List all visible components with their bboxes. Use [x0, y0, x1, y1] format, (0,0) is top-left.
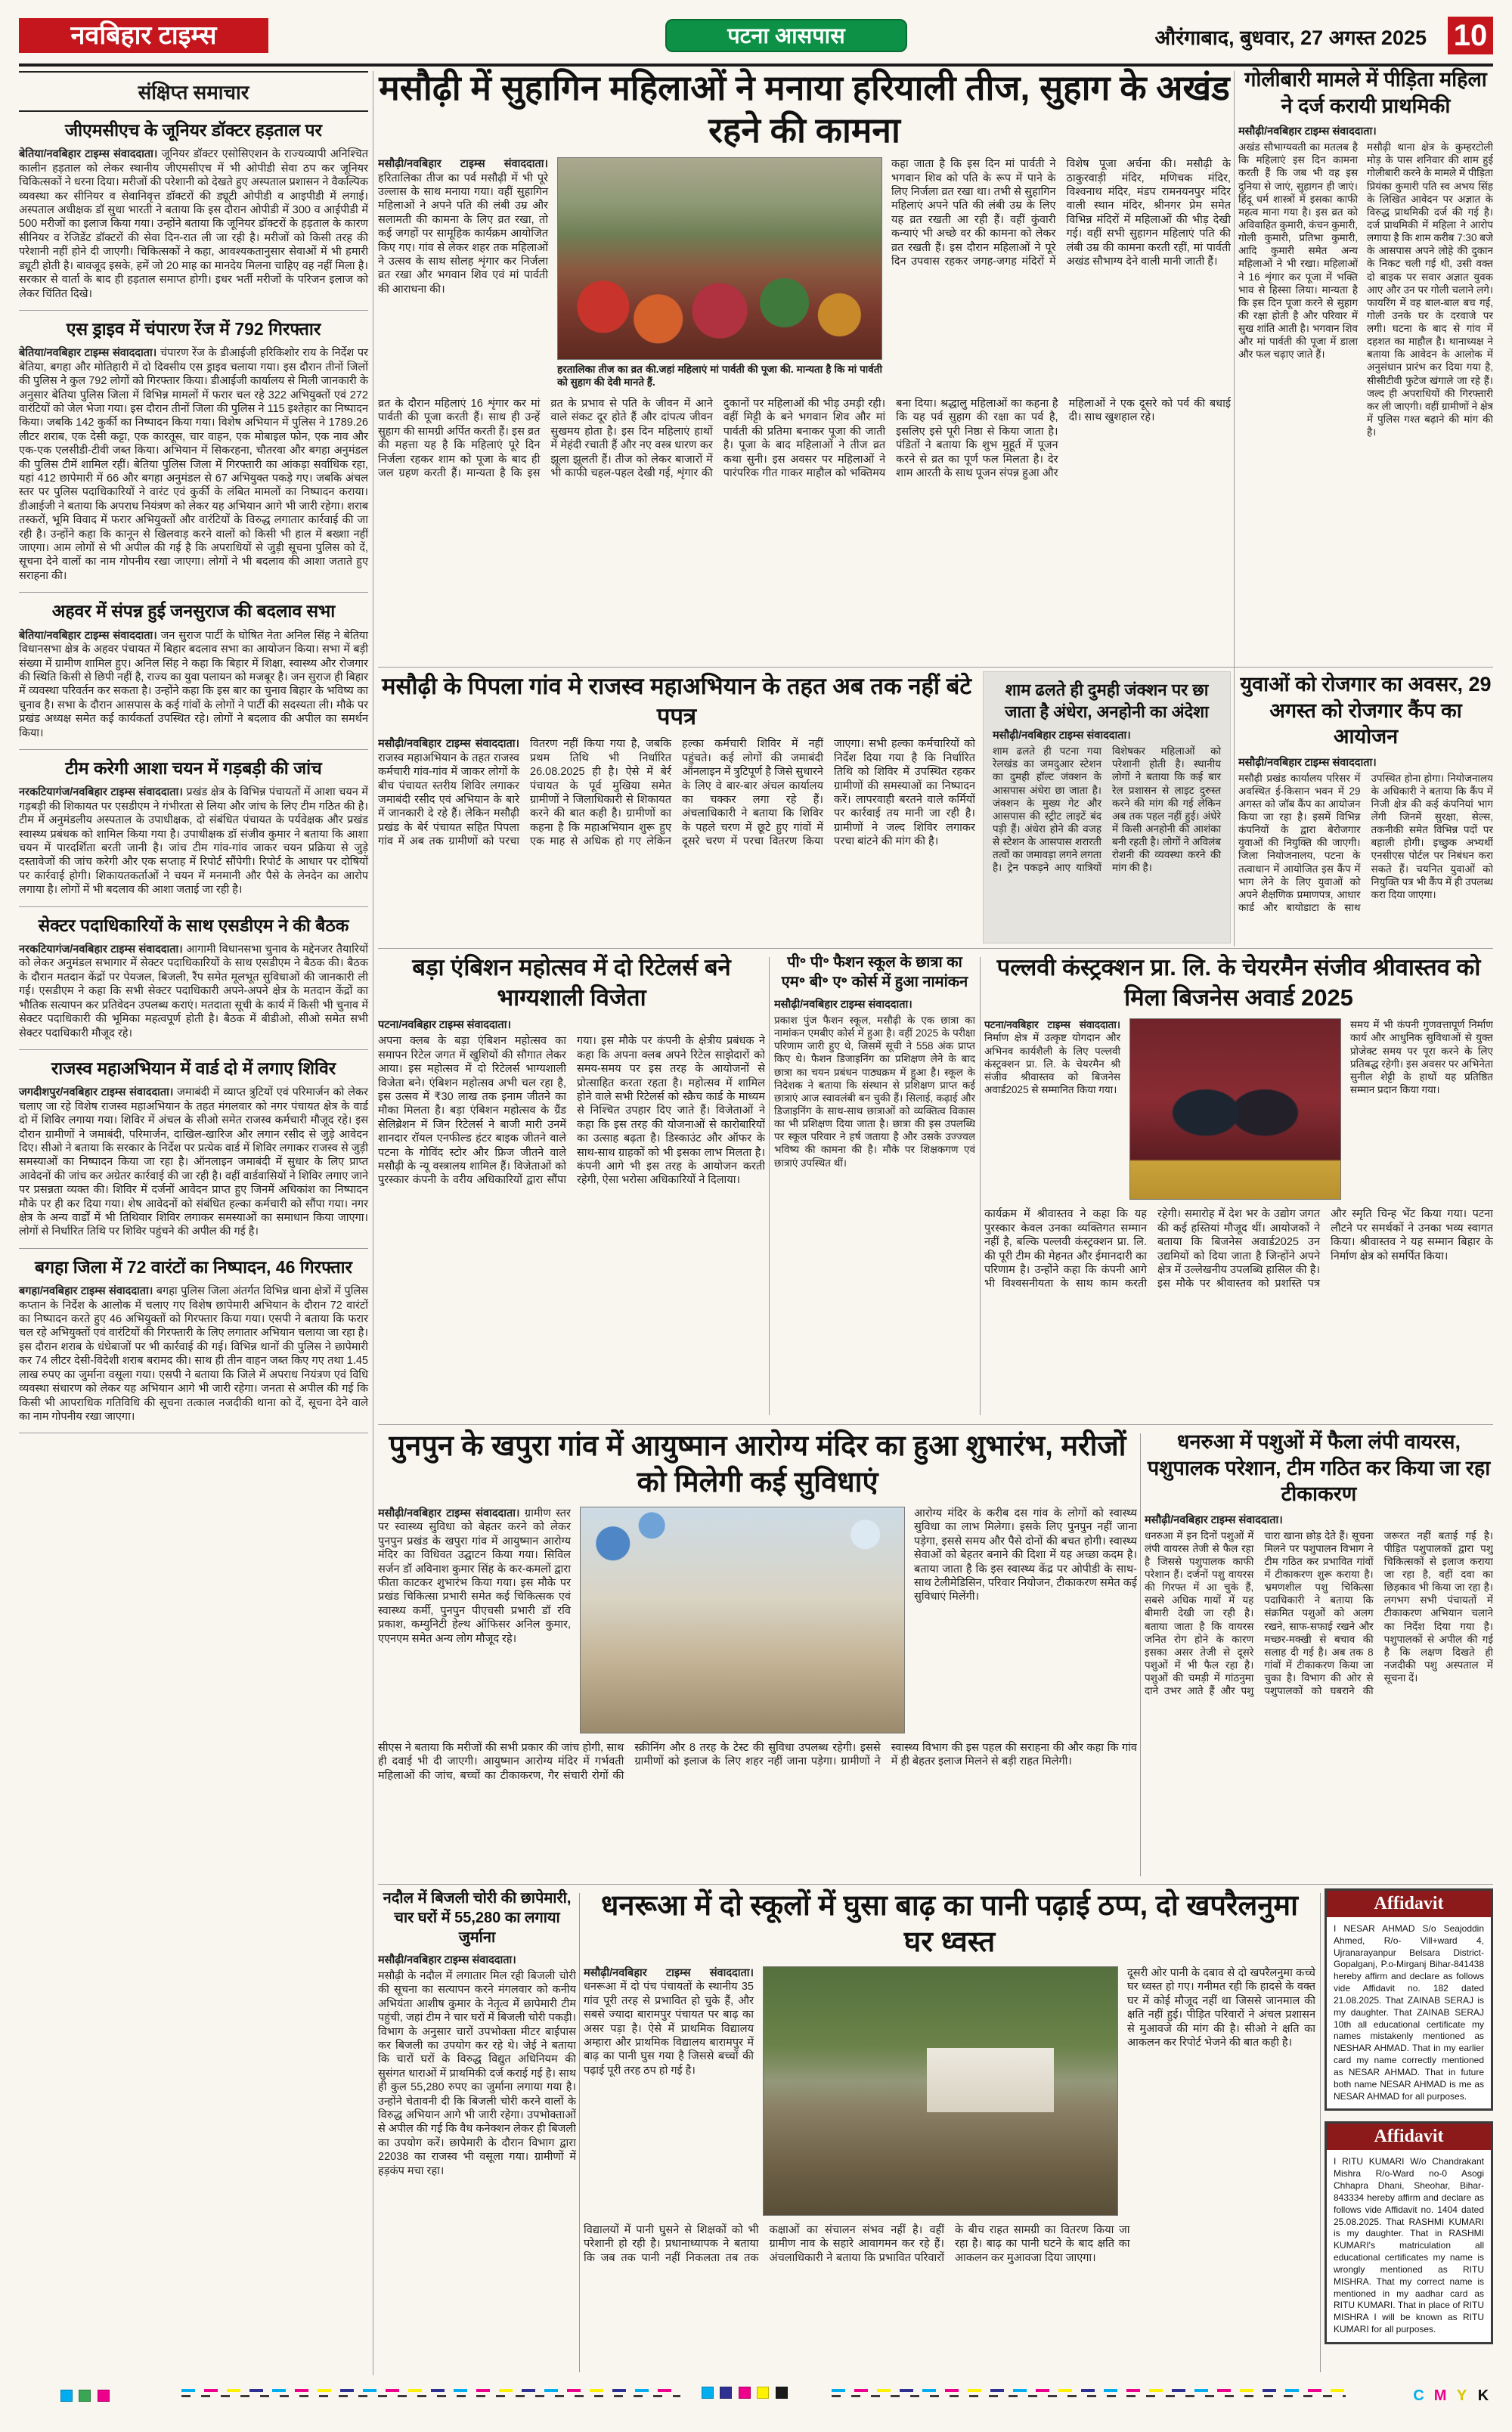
brief-headline: बगहा जिला में 72 वारंटों का निष्पादन, 46 गिरफ्तार [35, 1256, 352, 1277]
byline: मसौढ़ी/नवबिहार टाइम्स संवाददाता। [1238, 756, 1377, 769]
article-fashion-school [774, 953, 975, 1418]
article-body: विद्यालयों में पानी घुसने से शिक्षकों को भी परेशानी हो रही है। प्रधानाध्यापक ने बताया कि जब तक पानी नहीं निकलता तब तक कक्षाओं का संचालन संभव नहीं है। वहीं ग्रामीण नाव के सहारे आवागमन कर रहे हैं। अंचलाधिकारी ने बताया कि प्रभावित परिवारों के बीच राहत सामग्री का वितरण किया जा रहा है। बाढ़ का पानी घटने के बाद क्षति का आकलन कर मुआवजा दिया जाएगा। [584, 2224, 1130, 2264]
magenta-patch [739, 2387, 751, 2399]
article-teej [378, 67, 1231, 664]
cmyk-letters [1408, 2387, 1491, 2405]
article-pallavi-award [984, 953, 1493, 1418]
magenta-letter: M [1433, 2387, 1447, 2404]
dateline: औरंगाबाद, बुधवार, 27 अगस्त 2025 [1154, 26, 1427, 49]
brief-jansuraj-sabha [19, 593, 368, 750]
article-dumhi-darkness [983, 671, 1231, 943]
brief-body: बेतिया/नवबिहार टाइम्स संवाददाता। जन सुराज पार्टी के घोषित नेता अनिल सिंह ने बेतिया विधानसभा क्षेत्र के अहवर पंचायत में बिहार बदलाव सभा का आयोजन किया। सभा में बड़ी संख्या में ग्रामीण शामिल हुए। अनिल सिंह ने कहा कि बिहार में शिक्षा, स्वास्थ्य और रोजगार की स्थिति किसी से छिपी नहीं है, राज्य का युवा पलायन को मजबूर है। जन सुराज ही बिहार में व्यवस्था परिवर्तन कर सकता है। उन्होंने कहा कि इस बार का चुनाव बिहार के भविष्य का चुनाव है। सभा के दौरान आसपास के कई गांवों के लोगों ने पार्टी की सदस्यता ली। मौके पर प्रखंड अध्यक्ष समेत कई कार्यकर्ता उपस्थित रहे। लोगों ने बदलाव की अपील का समर्थन किया। [19, 629, 368, 739]
article-body: मसौढ़ी प्रखंड कार्यालय परिसर में अवस्थित ई-किसान भवन में 29 अगस्त को जॉब कैंप का आयोजन किया जा रहा है। इसमें विभिन्न कंपनियों के द्वारा बेरोजगार युवाओं की नियुक्ति की जाएगी। जिला नियोजनालय, पटना के तत्वाधान में आयोजित इस कैंप में भाग लेने के लिए युवाओं को अपने शैक्षणिक प्रमाणपत्र, आधार कार्ड और बायोडाटा के साथ उपस्थित होना होगा। नियोजनालय के अधिकारी ने बताया कि कैंप में निजी क्षेत्र की कई कंपनियां भाग लेंगी जिनमें सुरक्षा, सेल्स, तकनीकी समेत विभिन्न पदों पर बहाली होगी। इच्छुक अभ्यर्थी एनसीएस पोर्टल पर निबंधन करा सकते हैं। चयनित युवाओं को नियुक्ति पत्र भी कैंप में ही उपलब्ध करा दिया जाएगा। [1238, 772, 1493, 914]
brief-bagaha-warrants [19, 1249, 368, 1434]
article-pipla-parcha [378, 671, 975, 943]
cyan-patch [60, 2390, 73, 2402]
article-body: मसौढ़ी थाना क्षेत्र के कुम्हरटोली मोड़ के पास शनिवार की शाम हुई गोलीबारी करने के मामले में पीड़िता प्रियंका कुमारी पति स्व अभय सिंह के लिखित आवेदन पर अज्ञात के विरुद्ध प्राथमिकी दर्ज की गई है। दर्ज प्राथमिकी में महिला ने आरोप लगाया है कि शाम करीब 7:30 बजे के आसपास अपने लोहे की दुकान के निकट चली गई थी, उसी वक्त दो बाइक पर सवार अज्ञात युवक आए और उन पर गोली चलाने लगे। फायरिंग में वह बाल-बाल बच गई, गोली उनके घर के दरवाजे पर लगी। घटना के बाद से गांव में दहशत का माहौल है। थानाध्यक्ष ने बताया कि आवेदन के आलोक में अनुसंधान प्रारंभ कर दिया गया है, सीसीटीवी फुटेज खंगाले जा रहे हैं। जल्द ही अपराधियों की गिरफ्तारी कर ली जाएगी। वहीं ग्रामीणों ने क्षेत्र में पुलिस गश्त बढ़ाने की मांग की है। [1367, 141, 1493, 438]
article-body: शाम ढलते ही पटना गया रेलखंड का जमदुआर स्टेशन का दुमही हॉल्ट जंक्शन के आसपास अंधेरा छा जाता है। जंक्शन के मुख्य गेट और आसपास की स्ट्रीट लाइटें बंद पड़ी हैं। अंधेरा होने की वजह से स्टेशन के आसपास शरारती तत्वों का जमावड़ा लगने लगता है। ट्रेन पकड़ने आए यात्रियों विशेषकर महिलाओं को परेशानी होती है। स्थानीय लोगों ने बताया कि कई बार रेल प्रशासन से लाइट दुरुस्त करने की मांग की गई लेकिन अब तक पहल नहीं हुई। अंधेरे में किसी अनहोनी की आशंका बनी रहती है। लोगों ने अविलंब रोशनी की व्यवस्था करने की मांग की है। [993, 745, 1221, 874]
green-patch [79, 2390, 91, 2402]
award-ceremony-photo [1129, 1018, 1341, 1200]
byline: मसौढ़ी/नवबिहार टाइम्स संवाददाता। [774, 999, 912, 1011]
article-body: धनरुआ में इन दिनों पशुओं में लंपी वायरस तेजी से फैल रहा है जिससे पशुपालक काफी परेशान हैं। दर्जनों पशु वायरस की गिरफ्त में आ चुके हैं, सबसे अधिक गायों में यह बीमारी देखी जा रही है। बताया जाता है कि वायरस जनित रोग होने के कारण इसका असर तेजी से दूसरे पशुओं में भी फैल रहा है। पशुओं की चमड़ी में गांठनुमा दाने उभर आते हैं और पशु चारा खाना छोड़ देते हैं। सूचना मिलने पर पशुपालन विभाग ने टीम गठित कर प्रभावित गांवों में टीकाकरण शुरू कराया है। भ्रमणशील पशु चिकित्सा पदाधिकारी ने बताया कि संक्रमित पशुओं को अलग रखने, साफ-सफाई रखने और मच्छर-मक्खी से बचाव की सलाह दी गई है। अब तक 8 गांवों में टीकाकरण किया जा चुका है। विभाग की ओर से पशुपालकों को घबराने की जरूरत नहीं बताई गई है। पीड़ित पशुपालकों द्वारा पशु चिकित्सकों से इलाज कराया जा रहा है, वहीं दवा का छिड़काव भी किया जा रहा है। लगभग सभी पंचायतों में टीकाकरण अभियान चलाने का निर्देश दिया गया है। पशुपालकों से अपील की गई है कि लक्षण दिखते ही नजदीकी पशु अस्पताल में सूचना दें। [1145, 1529, 1493, 1697]
yellow-patch [757, 2387, 769, 2399]
article-flood-schools [584, 1888, 1315, 2375]
article-body: मसौढ़ी/नवबिहार टाइम्स संवाददाता। धनरूआ में दो पंच पंचायतों के स्थानीय 35 गांव पूरी तरह से प्रभावित हो चुके हैं, और सबसे ज्यादा बारामपुर पंचायत पर बाढ़ का असर पड़ा है। ऐसे में प्राथमिक विद्यालय अम्हारा और प्राथमिक विद्यालय बारामपुर में बाढ़ का पानी घुस गया है जिससे बच्चों की पढ़ाई पूरी तरह ठप हो गई है। [584, 1967, 754, 2077]
row-divider [378, 667, 1493, 668]
corner-color-patches [60, 2389, 113, 2403]
article-body: प्रकाश पुंज फैशन स्कूल, मसौढ़ी के एक छात्रा का नामांकन एमबीए कोर्स में हुआ है। वहीं 2025 के परीक्षा परिणाम जारी हुए थे, जिसमें सूची ने 558 अंक प्राप्त किए थे। फैशन डिजाइनिंग का प्रशिक्षण लेने के बाद छात्रा का चयन प्रबंधन पाठ्यक्रम में हुआ है। स्कूल के निदेशक ने बताया कि संस्थान से प्रशिक्षण प्राप्त कई छात्राएं आज स्वावलंबी बन चुकी हैं। सिलाई, कढ़ाई और डिजाइनिंग के साथ-साथ छात्राओं को व्यक्तित्व विकास का भी प्रशिक्षण दिया जाता है। छात्रा की इस उपलब्धि पर स्कूल परिवार ने हर्ष जताया है और उसके उज्ज्वल भविष्य की कामना की है। मौके पर शिक्षकगण एवं छात्राएं उपस्थित थीं। [774, 1015, 975, 1169]
byline: पटना/नवबिहार टाइम्स संवाददाता। [378, 1019, 511, 1032]
affidavit-text: I RITU KUMARI W/o Chandrakant Mishra R/o-Ward no-0 Asogi Chhapra Dhani, Sheohar, Bihar- 843334 hereby affirm and declare as follows vide Affidavit no. 1404 dated 25.08.2025. That RASHMI KUMARI is my daughter. That in RASHMI KUMARI's matriculation all educational certificates my name is wrongly mentioned as RITU MISHRA. That my correct name is mentioned in my aadhar card as RITU KUMARI. That in place of RITU MISHRA I will be known as RITU KUMARI for all purposes. [1334, 2156, 1484, 2335]
affidavit-title: Affidavit [1327, 1891, 1491, 1917]
byline: मसौढ़ी/नवबिहार टाइम्स संवाददाता। [378, 1954, 516, 1966]
row-divider [378, 1884, 1493, 1885]
article-power-theft [378, 1888, 576, 2375]
brief-s-drive-arrests [19, 311, 368, 593]
headline: युवाओं को रोजगार का अवसर, 29 अगस्त को रोजगार कैंप का आयोजन [1240, 673, 1492, 748]
brief-headline: एस ड्राइव में चंपारण रेंज में 792 गिरफ्तार [66, 318, 321, 339]
black-letter: K [1477, 2387, 1489, 2404]
flood-row [584, 1966, 1315, 2216]
flood-water-photo [763, 1966, 1118, 2216]
row-divider [378, 1424, 1493, 1425]
brief-headline: अहवर में संपन्न हुई जनसुराज की बदलाव सभा [51, 601, 336, 621]
black-patch [776, 2387, 788, 2399]
column-divider [1140, 1433, 1141, 1876]
article-body: कहा जाता है कि इस दिन मां पार्वती ने भगवान शिव को पति के रूप में पाने के लिए निर्जला व्रत रखा था। तभी से सुहागिन महिलाएं अपने पति की लंबी उम्र के लिए यह व्रत रखती आ रही हैं। वहीं कुंवारी कन्याएं भी अच्छे वर की कामना को लेकर व्रत रखती हैं। इस दौरान महिलाओं ने पूरे दिन उपवास रहकर जगह-जगह मंदिरों में विशेष पूजा अर्चना की। मसौढ़ी के ठाकुरवाड़ी मंदिर, मणिचक मंदिर, विश्वनाथ मंदिर, मंडप रामनयनपुर मंदिर वाली स्थान मंदिर, श्रीनगर प्रेम समेत विभिन्न मंदिरों में महिलाओं की भीड़ देखी गई। वहीं सभी सुहागन महिलाएं पति की लंबी उम्र की कामना करती रहीं, मां पार्वती अखंड सौभाग्य देने वाली मानी जाती हैं। [891, 158, 1231, 268]
article-body: मसौढ़ी/नवबिहार टाइम्स संवाददाता। ग्रामीण स्तर पर स्वास्थ्य सुविधा को बेहतर करने को लेकर पुनपुन प्रखंड के खपुरा गांव में आयुष्मान आरोग्य मंदिर का विधिवत उद्घाटन किया गया। सिविल सर्जन डॉ अविनाश कुमार सिंह के कर-कमलों द्वारा फीता काटकर शुभारंभ किया गया। इस मौके पर प्रखंड चिकित्सा प्रभारी समेत कई चिकित्सक एवं स्वास्थ्य कर्मी, पुनपुन पीएचसी प्रभारी डॉ रवि प्रकाश, कम्युनिटी हेल्थ ऑफिसर अनिल कुमार, एएनएम समेत अन्य लोग मौजूद रहे। [378, 1507, 571, 1645]
brief-body: नरकटियागंज/नवबिहार टाइम्स संवाददाता। प्रखंड क्षेत्र के विभिन्न पंचायतों में आशा चयन में गड़बड़ी की शिकायत पर एसडीएम ने गंभीरता से लिया और जांच के लिए टीम गठित की है। टीम में अनुमंडलीय अस्पताल के उपाधीक्षक, दो संबंधित पंचायत के पर्यवेक्षक और प्रखंड स्वास्थ्य प्रबंधक को शामिल किया गया है। उपाधीक्षक डॉ संजीव कुमार ने बताया कि आशा चयन में पारदर्शिता बरती जानी है। जांच टीम गांव-गांव जाकर चयन प्रक्रिया से जुड़े दस्तावेजों की जांच करेगी और एक सप्ताह में रिपोर्ट सौंपेगी। रिपोर्ट के आधार पर दोषियों पर कार्रवाई होगी। शिकायतकर्ताओं ने चयन में मनमानी और पैसे के लेनदेन का आरोप लगाया है। लोगों में भी बदलाव की आशा जताई जा रही है। [19, 786, 368, 897]
teej-celebration-photo [557, 157, 882, 360]
article-body: पटना/नवबिहार टाइम्स संवाददाता। निर्माण क्षेत्र में उत्कृष्ट योगदान और अभिनव कार्यशैली के लिए पल्लवी कंस्ट्रक्शन प्रा. लि. के चेयरमैन श्री संजीव श्रीवास्तव को बिजनेस अवार्ड2025 से सम्मानित किया गया। [984, 1019, 1120, 1096]
brief-headline: राजस्व महाअभियान में वार्ड दो में लगाए शिविर [51, 1058, 336, 1078]
headline: पुनपुन के खपुरा गांव में आयुष्मान आरोग्य मंदिर का हुआ शुभारंभ, मरीजों को मिलेगी कई सुविधाएं [389, 1430, 1126, 1498]
teej-continuation: अखंड सौभाग्यवती का मतलब है कि महिलाएं इस दिन कामना करती हैं कि जब भी वह इस दुनिया से जाएं, सुहागन ही जाएं। हिंदू धर्म शास्त्रों में इसका काफी महत्व माना गया है। इस व्रत को अविवाहित कुमारी, कंचन कुमारी, गोली कुमारी, प्रतिभा कुमारी, आदि कुमारी समेत अन्य महिलाओं ने भी रखा। महिलाओं ने 16 शृंगार कर पूजा में भक्ति भाव से हिस्सा लिया। मान्यता है कि इस दिन पूजा करने से सुहाग की रक्षा होती है और परिवार में सुख शांति आती है। भगवान शिव और मां पार्वती की पूजा में डाला और फल चढ़ाए जाते हैं। [1238, 141, 1358, 361]
section-name: पटना आसपास [665, 19, 907, 52]
headline: गोलीबारी मामले में पीड़िता महिला ने दर्ज करायी प्राथमिकी [1244, 68, 1487, 117]
pallavi-row [984, 1018, 1493, 1200]
pallavi-figure [1129, 1018, 1341, 1200]
byline: मसौढ़ी/नवबिहार टाइम्स संवाददाता। [1238, 125, 1377, 138]
article-body: कार्यक्रम में श्रीवास्तव ने कहा कि यह पुरस्कार केवल उनका व्यक्तिगत सम्मान नहीं है, बल्कि पल्लवी कंस्ट्रक्शन प्रा. लि. की पूरी टीम की मेहनत और ईमानदारी का परिणाम है। उन्होंने कहा कि कंपनी आगे भी विश्वसनीयता के साथ काम करती रहेगी। समारोह में देश भर के उद्योग जगत की कई हस्तियां मौजूद थीं। आयोजकों ने बताया कि बिजनेस अवार्ड2025 उन उद्यमियों को दिया जाता है जिन्होंने अपने क्षेत्र में उल्लेखनीय उपलब्धि हासिल की है। इस मौके पर श्रीवास्तव को प्रशस्ति पत्र और स्मृति चिन्ह भेंट किया गया। पटना लौटने पर समर्थकों ने उनका भव्य स्वागत किया। श्रीवास्तव ने यह सम्मान बिहार के निर्माण क्षेत्र को समर्पित किया। [984, 1208, 1493, 1290]
brief-body: बेतिया/नवबिहार टाइम्स संवाददाता। चंपारण रेंज के डीआईजी हरिकिशोर राय के निर्देश पर बेतिया, बगहा और मोतिहारी में दो दिवसीय एस ड्राइव चलाया गया। इस दौरान तीनों जिलों की पुलिस ने कुल 792 लोगों को गिरफ्तार किया। डीआईजी कार्यालय से मिली जानकारी के अनुसार बेतिया पुलिस जिला में विभिन्न मामलों में फरार चल रहे 322 अभियुक्तों एवं 272 वारंटियों को जेल भेजा गया। इस दौरान तीनों जिला की पुलिस ने 115 इश्तेहार का निष्पादन किया। जबकि 142 कुर्की का निष्पादन किया गया। विशेष अभियान में पुलिस ने 1789.26 लीटर शराब, एक देसी कट्टा, एक कारतूस, चार वाहन, एक मोबाइल फोन, एक नाव और एक-एक एलसीडी-टीवी जब्त किया। अभियान में सिकरहना, चौतरवा और बगहा अनुमंडल की पुलिस टीमें शामिल रहीं। बेतिया पुलिस जिला में गिरफ्तारी का आंकड़ा सर्वाधिक रहा, यहां 412 छापेमारी में 66 और बगहा अनुमंडल से 67 अभियुक्त पकड़े गए। जबकि अंचल स्तर पर पुलिस पदाधिकारियों ने वारंट एवं कुर्की के लंबित मामलों का निष्पादन कराया। डीआईजी ने बताया कि अपराध नियंत्रण को लेकर यह अभियान आगे भी जारी रहेगा। शराब तस्करों, भूमि विवाद में फरार अभियुक्तों और वारंटियों के विरुद्ध लगातार कार्रवाई की जा रही है। उन्होंने कहा कि कानून से खिलवाड़ करने वालों को किसी भी हाल में बख्शा नहीं जाएगा। आम लोगों से भी अपील की गई है कि अपराधियों से जुड़ी सूचना पुलिस को दें, सूचना देने वालों का नाम गोपनीय रखा जाएगा। लोगों ने भी बदलाव की आशा जताते हुए सराहना की। [19, 347, 368, 582]
article-arogya-mandir [378, 1429, 1137, 1879]
briefs-column [19, 71, 368, 1433]
brief-body: नरकटियागंज/नवबिहार टाइम्स संवाददाता। आगामी विधानसभा चुनाव के मद्देनजर तैयारियों को लेकर अनुमंडल सभागार में सेक्टर पदाधिकारियों के साथ एसडीएम ने बैठक की। बैठक के दौरान मतदान केंद्रों पर पेयजल, बिजली, रैंप समेत मूलभूत सुविधाओं की जानकारी ली गई। एसडीएम ने कहा कि सभी सेक्टर पदाधिकारी अपने-अपने क्षेत्र के मतदान केंद्रों का भौतिक सत्यापन कर प्रतिवेदन उपलब्ध कराएं। मतदाता सूची के कार्य में किसी भी चुनाव में सेक्टर पदाधिकारी की भूमिका महत्वपूर्ण होती है। बैठक में बीडीओ, सीओ समेत सभी सेक्टर पदाधिकारी मौजूद रहे। [19, 943, 368, 1039]
arogya-figure [580, 1507, 905, 1733]
teej-photo-caption: हरतालिका तीज का व्रत की.जहां महिलाएं मां पार्वती की पूजा की. मान्यता है कि मां पार्वती को सुहाग की देवी मानते हैं. [557, 364, 882, 389]
brief-headline: जीएमसीएच के जूनियर डॉक्टर हड़ताल पर [65, 120, 322, 140]
article-body: मसौढ़ी/नवबिहार टाइम्स संवाददाता। राजस्व महाअभियान के तहत राजस्व कर्मचारी गांव-गांव में जाकर लोगों के बीच पंचायत स्तरीय शिविर लगाकर जमाबंदी रसीद एवं अभियान के बारे में जानकारी दे रहे हैं। लेकिन मसौढ़ी प्रखंड के बेर्र पंचायत सहित पिपला गांव में अब तक ग्रामीणों को परचा वितरण नहीं किया गया है, जबकि प्रथम तिथि भी निर्धारित 26.08.2025 ही है। ऐसे में बेर्र पंचायत के पूर्व मुखिया समेत ग्रामीणों ने जिलाधिकारी से शिकायत करने की बात कही है। ग्रामीणों का कहना है कि महाअभियान शुरू हुए एक माह से अधिक हो गए लेकिन हल्का कर्मचारी शिविर में नहीं पहुंचते। कई लोगों की जमाबंदी ऑनलाइन में त्रुटिपूर्ण है जिसे सुधारने के लिए वे बार-बार अंचल कार्यालय का चक्कर लगा रहे हैं। अंचलाधिकारी ने बताया कि शिविर के पहले चरण में छूटे हुए गांवों में दूसरे चरण में परचा वितरण किया जाएगा। सभी हल्का कर्मचारियों को निर्देश दिया गया है कि निर्धारित तिथि को शिविर में उपस्थित रहकर ग्रामीणों की समस्याओं का निष्पादन करें। लापरवाही बरतने वाले कर्मियों पर कार्रवाई तय मानी जा रही है। ग्रामीणों ने जल्द शिविर लगाकर परचा बांटने की मांग की है। [378, 738, 975, 848]
article-job-camp [1238, 671, 1493, 943]
headline: पी॰ पी॰ फैशन स्कूल के छात्रा का एम॰ बी॰ ए॰ कोर्स में हुआ नामांकन [781, 954, 968, 990]
registration-marks [0, 2383, 1512, 2416]
headline: पल्लवी कंस्ट्रक्शन प्रा. लि. के चेयरमैन संजीव श्रीवास्तव को मिला बिजनेस अवार्ड 2025 [996, 954, 1481, 1011]
brief-gmch-strike [19, 112, 368, 311]
headline: नदौल में बिजली चोरी की छापेमारी, चार घरों में 55,280 का लगाया जुर्माना [383, 1890, 572, 1946]
brief-body: जगदीशपुर/नवबिहार टाइम्स संवाददाता। जमाबंदी में व्याप्त त्रुटियों एवं परिमार्जन को लेकर चलाए जा रहे विशेष राजस्व महाअभियान के तहत मंगलवार को नगर पंचायत क्षेत्र के वार्ड दो में शिविर लगाया गया। शिविर में अंचल के सीओ समेत राजस्व कर्मचारी मौजूद रहे। इस दौरान ग्रामीणों ने जमाबंदी, परिमार्जन, दाखिल-खारिज और लगान रसीद से जुड़े आवेदन दिए। सीओ ने बताया कि सरकार के निर्देश पर प्रत्येक वार्ड में शिविर लगाकर राजस्व से जुड़ी समस्याओं का निष्पादन किया जा रहा है। ऑनलाइन जमाबंदी में सुधार के लिए प्राप्त आवेदनों की जांच कर अग्रेतर कार्रवाई की जा रही है। वहीं वार्डवासियों ने शिविर लगाए जाने पर प्रसन्नता व्यक्त की। शिविर में दर्जनों आवेदन प्राप्त हुए जिनमें अधिकांश का निष्पादन मौके पर ही कर दिया गया। शेष आवेदनों को संबंधित हल्का कर्मचारी को सौंपा गया। नगर क्षेत्र के अन्य वार्डों में भी तिथिवार शिविर लगाकर समस्याओं का समाधान किया जाएगा। लोगों से निर्धारित तिथि पर शिविर पहुंचने की अपील की गई है। [19, 1086, 368, 1238]
arogya-row [378, 1507, 1137, 1733]
headline: शाम ढलते ही दुमही जंक्शन पर छा जाता है अंधेरा, अनहोनी का अंदेशा [1005, 680, 1209, 721]
byline: मसौढ़ी/नवबिहार टाइम्स संवाददाता। [1145, 1513, 1283, 1526]
firing-columns [1238, 141, 1493, 438]
cyan-letter: C [1413, 2387, 1424, 2404]
paper-name: नवबिहार टाइम्स [19, 18, 268, 53]
byline: मसौढ़ी/नवबिहार टाइम्स संवाददाता। [993, 730, 1131, 742]
article-body: आरोग्य मंदिर के करीब दस गांव के लोगों को स्वास्थ्य सुविधा का लाभ मिलेगा। इसके लिए पुनपुन नहीं जाना पड़ेगा, इससे समय और पैसे दोनों की बचत होगी। स्वास्थ्य सेवाओं को बेहतर बनाने की दिशा में यह अच्छा कदम है। बताया जाता है कि इस स्वास्थ्य केंद्र पर ओपीडी के साथ-साथ टेलीमेडिसिन, परिवार नियोजन, टीकाकरण समेत कई सुविधाएं मिलेंगी। [914, 1507, 1137, 1603]
flood-figure [763, 1966, 1118, 2216]
brief-body: बेतिया/नवबिहार टाइम्स संवाददाता। जूनियर डॉक्टर एसोसिएशन के राज्यव्यापी अनिश्चित कालीन हड़ताल को लेकर स्थानीय जीएमसीएच में भी ओपीडी सेवा ठप कर जूनियर चिकित्सकों ने धरना दिया। मरीजों की परेशानी को देखते हुए अस्पताल प्रशासन ने वैकल्पिक व्यवस्था कर सीनियर व सेवानिवृत्त डॉक्टरों की ड्यूटी ओपीडी व आइपीडी में लगाई। अस्पताल अधीक्षक डॉ सुधा भारती ने बताया कि इस दौरान ओपीडी में 300 व आईपीडी में 500 मरीजों का इलाज किया गया। उन्होंने बताया कि जूनियर डॉक्टरों के हड़ताल के कारण सीनियर व रेजिडेंट डॉक्टरों की सेवा दिन-रात ली जा रही है। मरीजों को किसी तरह की परेशानी नहीं होने दी जाएगी। चिकित्सकों ने कहा, आवश्यकतानुसार सेवाओं में भी हमारी ड्यूटी होती है। बावजूद इसके, हमें जो 20 माह का मानदेय मिलना चाहिए वह नहीं मिला है। सरकार से वार्ता के बाद ही हड़ताल समाप्त होगी। इधर भर्ती मरीजों के परिजन इलाज को लेकर चिंतित दिखे। [19, 148, 368, 300]
article-body: अपना क्लब के बड़ा एंबिशन महोत्सव का समापन रिटेल जगत में खुशियों की सौगात लेकर आया। इस महोत्सव में दो रिटेलर्स भाग्यशाली विजेता बने। एंबिशन महोत्सव अभी चल रहा है, इस उत्सव में ₹30 लाख तक इनाम जीतने का मौका मिलता है। बड़ा एंबिशन महोत्सव के ग्रैंड सेलिब्रेशन में जिन रिटेलर्स ने बाजी मारी उनमें शानदार रॉयल एनफील्ड हंटर बाइक जीतने वाले पटना के गोविंद स्टोर और फ्रिज जीतने वाले मसौढ़ी के न्यू वस्त्रालय शामिल हैं। विजेताओं को पुरस्कार कंपनी के वरीय अधिकारियों द्वारा सौंपा गया। इस मौके पर कंपनी के क्षेत्रीय प्रबंधक ने कहा कि अपना क्लब अपने रिटेल साझेदारों को समय-समय पर इस तरह के आयोजनों से प्रोत्साहित करता रहता है। महोत्सव में शामिल होने वाले सभी रिटेलर्स को स्क्रैच कार्ड के माध्यम से निश्चित उपहार दिए जाते हैं। विजेताओं ने कहा कि इस तरह की योजनाओं से कारोबारियों का उत्साह बढ़ता है। डिस्काउंट और ऑफर के साथ-साथ ग्राहकों को भी इसका लाभ मिलता है। कंपनी आगे भी इस तरह के आयोजन करती रहेगी, ऐसा भरोसा अधिकारियों ने दिलाया। [378, 1035, 765, 1187]
article-body: मसौढ़ी/नवबिहार टाइम्स संवाददाता। हरितालिका तीज का पर्व मसौढ़ी में भी पूरे उल्लास के साथ मनाया गया। वहीं सुहागिन महिलाओं ने अपने पति की लंबी उम्र और सलामती की कामना के लिए व्रत रखा, तो कई जगहों पर सामूहिक कार्यक्रम आयोजित किए गए। गांव से लेकर शहर तक महिलाओं ने उत्सव के साथ सोलह शृंगार कर निर्जला व्रत रखा और भगवान शिव एवं मां पार्वती की आराधना की। [378, 158, 548, 296]
center-color-patches [702, 2386, 791, 2399]
page-number: 10 [1448, 17, 1493, 54]
cyan-patch [702, 2387, 714, 2399]
brief-asha-probe [19, 750, 368, 907]
affidavit-box-2 [1325, 2121, 1493, 2344]
blue-patch [720, 2387, 732, 2399]
headline: बड़ा एंबिशन महोत्सव में दो रिटेलर्स बने भाग्यशाली विजेता [412, 954, 731, 1011]
article-body: समय में भी कंपनी गुणवत्तापूर्ण निर्माण कार्य और आधुनिक सुविधाओं से युक्त प्रोजेक्ट समय पर पूरा करने के लिए प्रतिबद्ध रहेगी। इस अवसर पर अभिनेता सुनील शेट्टी के हाथों यह प्रतिष्ठित सम्मान प्रदान किया गया। [1350, 1019, 1493, 1096]
headline: धनरूआ में दो स्कूलों में घुसा बाढ़ का पानी पढ़ाई ठप्प, दो खपरैलनुमा घर ध्वस्त [601, 1890, 1298, 1958]
brief-sdm-meeting [19, 907, 368, 1050]
article-firing-fir [1238, 67, 1493, 662]
color-dash-line [181, 2389, 680, 2392]
article-body: सीएस ने बताया कि मरीजों की सभी प्रकार की जांच होगी, साथ ही दवाई भी दी जाएगी। आयुष्मान आरोग्य मंदिर में गर्भवती महिलाओं की जांच, बच्चों का टीकाकरण, गैर संचारी रोगों की स्क्रीनिंग और 8 तरह के टेस्ट की सुविधा उपलब्ध रहेगी। इससे ग्रामीणों को इलाज के लिए शहर नहीं जाना पड़ेगा। ग्रामीणों ने स्वास्थ्य विभाग की इस पहल की सराहना की और कहा कि गांव में ही बेहतर इलाज मिलने से बड़ी राहत मिलेगी। [378, 1742, 1137, 1782]
magenta-patch [98, 2390, 110, 2402]
headline: धनरुआ में पशुओं में फैला लंपी वायरस, पशुपालक परेशान, टीम गठित कर किया जा रहा टीकाकरण [1147, 1430, 1491, 1506]
article-lumpy-virus [1145, 1429, 1493, 1879]
black-dash-line [181, 2395, 680, 2397]
headline: मसौढ़ी के पिपला गांव मे राजस्व महाअभियान के तहत अब तक नहीं बंटे पपत्र [382, 673, 971, 730]
column-divider [579, 1893, 580, 2372]
article-body: दूसरी ओर पानी के दबाव से दो खपरैलनुमा कच्चे घर ध्वस्त हो गए। गनीमत रही कि हादसे के वक्त घर में कोई मौजूद नहीं था जिससे जानमाल की क्षति नहीं हुई। पीड़ित परिवारों ने अंचल प्रशासन से मुआवजे की मांग की है। सीओ ने क्षति का आकलन कर रिपोर्ट भेजने की बात कही है। [1127, 1967, 1315, 2049]
brief-headline: सेक्टर पदाधिकारियों के साथ एसडीएम ने की बैठक [38, 915, 349, 935]
row-divider [378, 948, 1493, 949]
briefs-section-title: संक्षिप्त समाचार [19, 71, 368, 112]
teej-figure [557, 157, 882, 389]
brief-headline: टीम करेगी आशा चयन में गड़बड़ी की जांच [65, 757, 322, 778]
brief-rajaswa-ward2 [19, 1050, 368, 1249]
article-body: मसौढ़ी के नदौल में लगातार मिल रही बिजली चोरी की सूचना का सत्यापन करने मंगलवार को कनीय अभियंता आशीष कुमार के नेतृत्व में छापेमारी टीम पहुंची, जहां टीम ने चार घरों में बिजली चोरी पकड़ी। विभाग के अनुसार चारों उपभोक्ता मीटर बाईपास कर बिजली का उपयोग कर रहे थे। जेई ने बताया कि चारों घरों के विरुद्ध विद्युत अधिनियम की सुसंगत धाराओं में प्राथमिकी दर्ज कराई गई है। साथ ही कुल 55,280 रुपए का जुर्माना लगाया गया है। उन्होंने चेतावनी दी कि बिजली चोरी करने वालों के विरुद्ध अभियान आगे भी जारी रहेगा। उपभोक्ताओं से अपील की गई कि वैध कनेक्शन लेकर ही बिजली का उपयोग करें। छापेमारी के दौरान विभाग द्वारा 22038 का राजस्व भी वसूला गया। ग्रामीणों में हड़कंप मचा रहा। [378, 1970, 576, 2177]
yellow-letter: Y [1456, 2387, 1467, 2404]
black-dash-line [832, 2395, 1346, 2397]
masthead [19, 17, 1493, 56]
column-divider [1234, 71, 1235, 946]
column-divider [769, 957, 770, 1415]
affidavit-text: I NESAR AHMAD S/o Seajoddin Ahmed, R/o- Vill+ward 4, Ujranarayanpur Belsara District- Gopalganj, P.o-Mirganj Bihar-841438 hereby affirm and declare as follows vide Affidavit no. 182 dated 21.08.2025. That ZAINAB SERAJ is my daughter. That ZAINAB SERAJ 10th all educational certificate my names mistakenly mentioned as NESHAR AHMAD. That in my earlier card my name correctly mentioned as NESAR AHMAD. That in future both name NESAR AHMAD is me as NESAR AHMAD for all purposes. [1334, 1923, 1484, 2102]
article-body: व्रत के दौरान महिलाएं 16 शृंगार कर मां पार्वती की पूजा करती हैं। साथ ही उन्हें सुहाग की सामग्री अर्पित करती हैं। इस व्रत की महत्ता यह है कि महिलाएं पूरे दिन निर्जला रहकर शाम को पूजा के बाद ही जल ग्रहण करती हैं। मान्यता है कि इस व्रत के प्रभाव से पति के जीवन में आने वाले संकट दूर होते हैं और दांपत्य जीवन सुखमय होता है। इस दिन महिलाएं हाथों में मेहंदी रचाती हैं और नए वस्त्र धारण कर झूला झूलती हैं। तीज को लेकर बाजारों में भी काफी चहल-पहल देखी गई, शृंगार की दुकानों पर महिलाओं की भीड़ उमड़ी रही। वहीं मिट्टी के बने भगवान शिव और मां पार्वती की प्रतिमा बनाकर पूजा की जाती है। पूजा के बाद महिलाओं ने तीज व्रत कथा सुनी। इस अवसर पर महिलाओं ने पारंपरिक गीत गाकर माहौल को भक्तिमय बना दिया। श्रद्धालु महिलाओं का कहना है कि यह पर्व सुहाग की रक्षा का पर्व है, इसलिए इसे पूरी निष्ठा से किया जाता है। पंडितों ने बताया कि शुभ मुहूर्त में पूजन करने से व्रत का पूर्ण फल मिलता है। देर शाम आरती के साथ पूजन संपन्न हुआ और महिलाओं ने एक दूसरे को पर्व की बधाई दी। साथ खुशहाल रहे। [378, 397, 1231, 479]
article-ambition-festival [378, 953, 765, 1418]
brief-body: बगहा/नवबिहार टाइम्स संवाददाता। बगहा पुलिस जिला अंतर्गत विभिन्न थाना क्षेत्रों में पुलिस कप्तान के निर्देश के आलोक में चलाए गए विशेष छापेमारी अभियान के दौरान 72 वारंटों का निष्पादन करते हुए 46 अभियुक्तों को गिरफ्तार किया गया। एसपी ने बताया कि फरार चल रहे अभियुक्तों एवं वारंटियों की गिरफ्तारी के लिए लगातार अभियान चलाया जा रहा है। इस दौरान शराब के धंधेबाजों पर भी कार्रवाई की गई। विभिन्न थानों की पुलिस ने छापेमारी कर 74 लीटर देसी-विदेशी शराब बरामद की। साथ ही तीन वाहन जब्त किए गए तथा 1.45 लाख रुपए का जुर्माना वसूला गया। एसपी ने बताया कि जिले में अपराध नियंत्रण एवं विधि व्यवस्था संधारण को लेकर यह अभियान आगे भी जारी रहेगा। जनता से अपील की गई कि किसी भी आपराधिक गतिविधि की सूचना तत्काल नजदीकी थाना को दें, सूचना देने वाले का नाम गोपनीय रखा जाएगा। [19, 1285, 368, 1423]
affidavit-title: Affidavit [1327, 2124, 1491, 2150]
affidavit-column [1325, 1888, 1493, 2375]
headline: मसौढ़ी में सुहागिन महिलाओं ने मनाया हरियाली तीज, सुहाग के अखंड रहने की कामना [379, 68, 1230, 150]
column-divider [1320, 1893, 1321, 2372]
affidavit-box-1 [1325, 1888, 1493, 2111]
column-divider [980, 957, 981, 1415]
ribbon-cutting-photo [580, 1507, 905, 1733]
teej-top-row [378, 157, 1231, 389]
color-dash-line [832, 2389, 1346, 2392]
